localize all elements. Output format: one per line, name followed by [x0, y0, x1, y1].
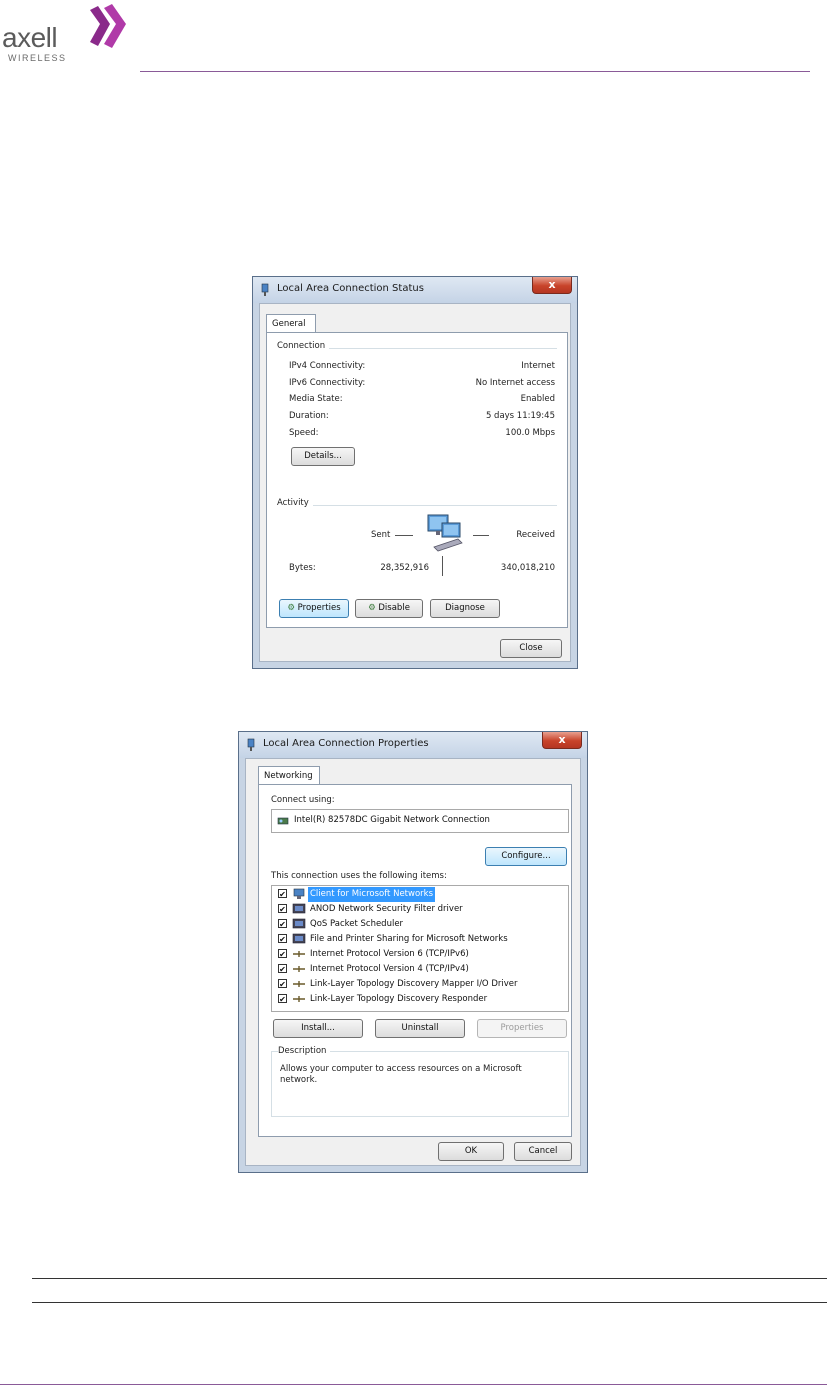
- item-checkbox[interactable]: ✔: [279, 965, 286, 974]
- activity-divider: [311, 505, 557, 506]
- connection-group-label: Connection: [277, 341, 329, 351]
- footer-divider-top: [32, 1278, 827, 1279]
- page-bottom-divider: [0, 1384, 827, 1385]
- details-button[interactable]: Details...: [291, 447, 355, 466]
- list-item[interactable]: [272, 977, 568, 992]
- properties-body: [245, 758, 581, 1166]
- list-item[interactable]: [272, 962, 568, 977]
- bytes-label: Bytes:: [289, 563, 316, 573]
- ipv6-value: No Internet access: [475, 378, 555, 388]
- item-checkbox[interactable]: ✔: [279, 980, 286, 989]
- description-text: Allows your computer to access resources on a Microsoft network.: [280, 1064, 522, 1085]
- bytes-sent-value: 28,352,916: [380, 563, 429, 573]
- item-label: ANOD Network Security Filter driver: [310, 904, 463, 914]
- item-label: QoS Packet Scheduler: [310, 919, 404, 929]
- cancel-button[interactable]: Cancel: [514, 1142, 572, 1161]
- received-line: [473, 535, 489, 536]
- item-checkbox[interactable]: ✔: [279, 995, 286, 1004]
- protocol-icon: [292, 963, 306, 975]
- close-icon[interactable]: x: [532, 277, 572, 294]
- item-label: File and Printer Sharing for Microsoft Networks: [310, 934, 508, 944]
- logo-word: axell: [2, 22, 58, 53]
- list-item[interactable]: [272, 902, 568, 917]
- item-checkbox[interactable]: ✔: [279, 950, 286, 959]
- network-client-icon: [292, 888, 306, 900]
- ipv4-value: Internet: [521, 361, 555, 371]
- bytes-separator: [442, 556, 443, 576]
- ipv4-label: IPv4 Connectivity:: [289, 361, 366, 371]
- logo-subtitle: WIRELESS: [8, 53, 67, 63]
- speed-label: Speed:: [289, 428, 319, 438]
- item-label: Client for Microsoft Networks: [308, 887, 435, 902]
- ipv6-label: IPv6 Connectivity:: [289, 378, 366, 388]
- properties-button-label: Properties: [297, 603, 341, 613]
- sent-label: Sent: [371, 530, 391, 540]
- sent-line: [395, 535, 413, 536]
- list-item[interactable]: [272, 947, 568, 962]
- item-properties-button[interactable]: Properties: [477, 1019, 567, 1038]
- properties-button[interactable]: [279, 599, 349, 618]
- status-body: [259, 303, 571, 662]
- duration-value: 5 days 11:19:45: [485, 411, 555, 421]
- item-checkbox[interactable]: ✔: [279, 920, 286, 929]
- item-checkbox[interactable]: ✔: [279, 890, 286, 899]
- network-service-icon: [292, 933, 306, 945]
- status-dialog: [252, 276, 578, 669]
- protocol-icon: [292, 948, 306, 960]
- tab-networking[interactable]: Networking: [258, 766, 320, 785]
- close-icon[interactable]: x: [542, 732, 582, 749]
- close-button[interactable]: Close: [500, 639, 562, 658]
- media-state-value: Enabled: [520, 394, 555, 404]
- items-list: [271, 885, 569, 1012]
- items-label: This connection uses the following items:: [271, 871, 447, 881]
- protocol-icon: [292, 978, 306, 990]
- shield-icon: ⚙: [368, 603, 376, 613]
- media-state-label: Media State:: [289, 394, 343, 404]
- install-button[interactable]: Install...: [273, 1019, 363, 1038]
- duration-label: Duration:: [289, 411, 329, 421]
- configure-button[interactable]: Configure...: [485, 847, 567, 866]
- network-icon: [246, 738, 256, 752]
- tab-general[interactable]: General: [266, 314, 316, 333]
- disable-button-label: Disable: [378, 603, 410, 613]
- activity-group-label: Activity: [277, 498, 313, 508]
- description-group-label: Description: [278, 1046, 330, 1056]
- list-item[interactable]: [272, 887, 568, 902]
- networking-panel: [258, 784, 572, 1137]
- network-service-icon: [292, 918, 306, 930]
- item-label: Internet Protocol Version 4 (TCP/IPv4): [310, 964, 469, 974]
- footer-divider-bottom: [32, 1302, 827, 1303]
- item-checkbox[interactable]: ✔: [279, 905, 286, 914]
- list-item[interactable]: [272, 932, 568, 947]
- header-divider: [140, 71, 810, 72]
- item-label: Link-Layer Topology Discovery Mapper I/O Driver: [310, 979, 518, 989]
- adapter-name: Intel(R) 82578DC Gigabit Network Connection: [294, 815, 490, 825]
- uninstall-button[interactable]: Uninstall: [375, 1019, 465, 1038]
- network-icon: [260, 283, 270, 297]
- item-label: Link-Layer Topology Discovery Responder: [310, 994, 488, 1004]
- general-panel: [266, 332, 568, 628]
- adapter-field: [271, 809, 569, 833]
- speed-value: 100.0 Mbps: [505, 428, 555, 438]
- received-label: Received: [516, 530, 555, 540]
- list-item[interactable]: [272, 992, 568, 1007]
- protocol-icon: [292, 993, 306, 1005]
- bytes-received-value: 340,018,210: [500, 563, 555, 573]
- properties-title: Local Area Connection Properties: [263, 738, 429, 749]
- list-item[interactable]: [272, 917, 568, 932]
- connection-divider: [315, 348, 557, 349]
- shield-icon: ⚙: [287, 603, 295, 613]
- diagnose-button[interactable]: Diagnose: [430, 599, 500, 618]
- axell-wireless-logo: [2, 0, 132, 70]
- logo-mark-icon: [84, 2, 132, 50]
- connect-using-label: Connect using:: [271, 795, 335, 805]
- network-adapter-icon: [277, 815, 289, 827]
- disable-button[interactable]: [355, 599, 423, 618]
- properties-dialog: [238, 731, 588, 1173]
- item-checkbox[interactable]: ✔: [279, 935, 286, 944]
- ok-button[interactable]: OK: [438, 1142, 504, 1161]
- item-label: Internet Protocol Version 6 (TCP/IPv6): [310, 949, 469, 959]
- network-service-icon: [292, 903, 306, 915]
- computers-activity-icon: [420, 513, 466, 553]
- description-group: [271, 1046, 569, 1117]
- properties-titlebar[interactable]: [239, 732, 587, 758]
- status-title: Local Area Connection Status: [277, 283, 424, 294]
- status-titlebar[interactable]: [253, 277, 577, 303]
